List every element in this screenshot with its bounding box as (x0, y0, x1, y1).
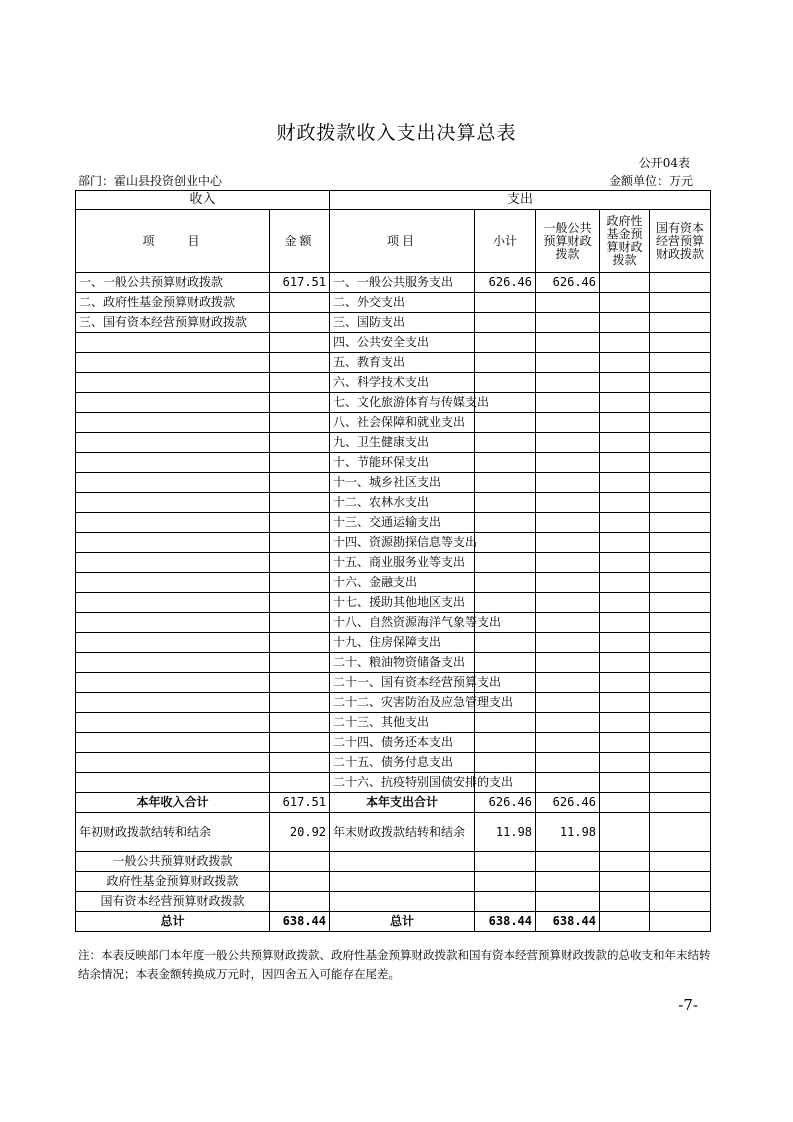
empty-cell (270, 852, 330, 872)
state-capital-value (650, 633, 711, 653)
grand-gov-fund (600, 912, 650, 932)
expense-item: 二十、粮油物资储备支出 (330, 653, 475, 673)
empty-cell (475, 852, 536, 872)
expense-item: 十、节能环保支出 (330, 453, 475, 473)
expense-header: 支出 (330, 191, 711, 210)
income-item: 二、政府性基金预算财政拨款 (76, 293, 270, 313)
year-income-label: 本年收入合计 (76, 793, 270, 813)
subtotal-value (475, 433, 536, 453)
subtotal-value (475, 333, 536, 353)
carry-sub-label: 一般公共预算财政拨款 (76, 852, 270, 872)
table-row (76, 533, 711, 553)
state-capital-value (650, 533, 711, 553)
expense-item: 十三、交通运输支出 (330, 513, 475, 533)
general-budget-value (536, 573, 600, 593)
income-item (76, 593, 270, 613)
income-item (76, 713, 270, 733)
table-row (76, 653, 711, 673)
gov-fund-value (600, 613, 650, 633)
header-row-1 (76, 191, 711, 210)
grand-state-capital (650, 912, 711, 932)
income-item (76, 513, 270, 533)
income-item-header: 项 目 (76, 210, 270, 273)
income-item (76, 433, 270, 453)
general-budget-value (536, 693, 600, 713)
page-title: 财政拨款收入支出决算总表 (276, 122, 517, 144)
general-budget-value (536, 493, 600, 513)
subtotal-value (475, 353, 536, 373)
expense-item: 八、社会保障和就业支出 (330, 413, 475, 433)
income-amount (270, 393, 330, 413)
general-budget-value (536, 473, 600, 493)
general-budget-value (536, 553, 600, 573)
empty-cell (536, 892, 600, 912)
gov-fund-value (600, 273, 650, 293)
subtotal-value (475, 753, 536, 773)
carry-subtotal: 11.98 (475, 813, 536, 852)
table-row (76, 273, 711, 293)
table-row (76, 493, 711, 513)
gov-fund-value (600, 653, 650, 673)
empty-cell (600, 852, 650, 872)
income-item (76, 473, 270, 493)
gov-fund-value (600, 413, 650, 433)
general-budget-value (536, 673, 600, 693)
subtotal-value (475, 473, 536, 493)
grand-expense-label: 总计 (330, 912, 475, 932)
income-amount (270, 773, 330, 793)
expense-item-header: 项目 (330, 210, 475, 273)
expense-item: 二、外交支出 (330, 293, 475, 313)
expense-item: 十九、住房保障支出 (330, 633, 475, 653)
income-amount (270, 333, 330, 353)
state-capital-value (650, 373, 711, 393)
grand-general: 638.44 (536, 912, 600, 932)
table-row (76, 413, 711, 433)
gov-fund-value (600, 333, 650, 353)
gov-fund-value (600, 473, 650, 493)
empty-cell (330, 872, 475, 892)
gov-fund-header: 政府性基金预算财政拨款 (600, 210, 650, 273)
subtotal-value (475, 553, 536, 573)
expense-item: 三、国防支出 (330, 313, 475, 333)
income-amount (270, 713, 330, 733)
year-total-row (76, 793, 711, 813)
subtotal-value (475, 313, 536, 333)
table-row (76, 473, 711, 493)
grand-subtotal: 638.44 (475, 912, 536, 932)
table-row (76, 513, 711, 533)
year-subtotal: 626.46 (475, 793, 536, 813)
general-budget-value (536, 453, 600, 473)
expense-item: 十五、商业服务业等支出 (330, 553, 475, 573)
carry-expense-label: 年末财政拨款结转和结余 (330, 813, 475, 852)
form-number: 公开04表 (638, 156, 690, 170)
state-capital-value (650, 293, 711, 313)
carry-gov-fund (600, 813, 650, 852)
gov-fund-value (600, 513, 650, 533)
income-amount (270, 293, 330, 313)
unit-label: 金额单位：万元 (608, 174, 693, 188)
carry-state-capital (650, 813, 711, 852)
gov-fund-value (600, 673, 650, 693)
income-amount (270, 573, 330, 593)
subtotal-value (475, 493, 536, 513)
table-row (76, 333, 711, 353)
gov-fund-value (600, 393, 650, 413)
general-budget-value (536, 713, 600, 733)
expense-item: 二十六、抗疫特别国债安排的支出 (330, 773, 475, 793)
table-row (76, 313, 711, 333)
income-amount (270, 373, 330, 393)
income-item (76, 693, 270, 713)
year-general: 626.46 (536, 793, 600, 813)
state-capital-value (650, 573, 711, 593)
carry-income-amount: 20.92 (270, 813, 330, 852)
state-capital-value (650, 773, 711, 793)
general-budget-value (536, 313, 600, 333)
subtotal-value: 626.46 (475, 273, 536, 293)
income-amount (270, 493, 330, 513)
expense-item: 十一、城乡社区支出 (330, 473, 475, 493)
subtotal-value (475, 413, 536, 433)
income-amount (270, 673, 330, 693)
table-row (76, 573, 711, 593)
gov-fund-value (600, 633, 650, 653)
carry-row (76, 813, 711, 852)
expense-item: 十八、自然资源海洋气象等支出 (330, 613, 475, 633)
general-budget-value (536, 773, 600, 793)
page-number: -7- (678, 996, 698, 1014)
gov-fund-value (600, 293, 650, 313)
general-budget-value (536, 393, 600, 413)
header-row-2 (76, 210, 711, 273)
general-budget-value: 626.46 (536, 273, 600, 293)
empty-cell (650, 892, 711, 912)
income-item (76, 393, 270, 413)
carry-sub-label: 国有资本经营预算财政拨款 (76, 892, 270, 912)
state-capital-value (650, 473, 711, 493)
income-amount (270, 413, 330, 433)
income-item (76, 753, 270, 773)
income-amount (270, 593, 330, 613)
carry-general: 11.98 (536, 813, 600, 852)
table-row (76, 733, 711, 753)
gov-fund-value (600, 713, 650, 733)
general-budget-value (536, 613, 600, 633)
general-budget-value (536, 653, 600, 673)
income-amount (270, 353, 330, 373)
subtotal-value (475, 453, 536, 473)
general-budget-value (536, 333, 600, 353)
expense-item: 十六、金融支出 (330, 573, 475, 593)
empty-cell (270, 872, 330, 892)
general-budget-value (536, 413, 600, 433)
expense-item: 一、一般公共服务支出 (330, 273, 475, 293)
income-item (76, 613, 270, 633)
expense-item: 四、公共安全支出 (330, 333, 475, 353)
general-budget-value (536, 293, 600, 313)
gov-fund-value (600, 533, 650, 553)
income-item (76, 773, 270, 793)
subtotal-value (475, 373, 536, 393)
gov-fund-value (600, 313, 650, 333)
income-amount (270, 633, 330, 653)
income-amount (270, 753, 330, 773)
table-row (76, 593, 711, 613)
income-item (76, 573, 270, 593)
empty-cell (600, 892, 650, 912)
income-item (76, 453, 270, 473)
income-item (76, 633, 270, 653)
carry-sub-row (76, 852, 711, 872)
table-row (76, 453, 711, 473)
subtotal-value (475, 573, 536, 593)
empty-cell (536, 852, 600, 872)
income-item (76, 333, 270, 353)
gov-fund-value (600, 353, 650, 373)
general-budget-value (536, 353, 600, 373)
income-amount (270, 653, 330, 673)
expense-item: 十二、农林水支出 (330, 493, 475, 513)
gov-fund-value (600, 693, 650, 713)
state-capital-header: 国有资本经营预算财政拨款 (650, 210, 711, 273)
state-capital-value (650, 513, 711, 533)
year-gov-fund (600, 793, 650, 813)
carry-sub-label: 政府性基金预算财政拨款 (76, 872, 270, 892)
state-capital-value (650, 713, 711, 733)
empty-cell (536, 872, 600, 892)
empty-cell (330, 892, 475, 912)
gov-fund-value (600, 753, 650, 773)
income-amount (270, 473, 330, 493)
income-item (76, 733, 270, 753)
year-income-amount: 617.51 (270, 793, 330, 813)
general-budget-value (536, 633, 600, 653)
carry-sub-row (76, 872, 711, 892)
general-budget-header: 一般公共预算财政拨款 (536, 210, 600, 273)
income-amount: 617.51 (270, 273, 330, 293)
gov-fund-value (600, 433, 650, 453)
expense-item: 二十四、债务还本支出 (330, 733, 475, 753)
gov-fund-value (600, 553, 650, 573)
expense-item: 五、教育支出 (330, 353, 475, 373)
table-row (76, 693, 711, 713)
income-item (76, 533, 270, 553)
grand-income-label: 总计 (76, 912, 270, 932)
income-amount-header: 金额 (270, 210, 330, 273)
state-capital-value (650, 313, 711, 333)
table-row (76, 553, 711, 573)
expense-item: 二十五、债务付息支出 (330, 753, 475, 773)
grand-total-row (76, 912, 711, 932)
table-row (76, 673, 711, 693)
gov-fund-value (600, 593, 650, 613)
state-capital-value (650, 413, 711, 433)
income-item (76, 673, 270, 693)
expense-item: 六、科学技术支出 (330, 373, 475, 393)
income-amount (270, 553, 330, 573)
gov-fund-value (600, 373, 650, 393)
state-capital-value (650, 613, 711, 633)
table-row (76, 713, 711, 733)
table-row (76, 633, 711, 653)
state-capital-value (650, 753, 711, 773)
gov-fund-value (600, 573, 650, 593)
state-capital-value (650, 393, 711, 413)
income-amount (270, 513, 330, 533)
subtotal-value (475, 733, 536, 753)
state-capital-value (650, 453, 711, 473)
income-amount (270, 613, 330, 633)
state-capital-value (650, 493, 711, 513)
empty-cell (330, 852, 475, 872)
year-state-capital (650, 793, 711, 813)
state-capital-value (650, 693, 711, 713)
subtotal-value (475, 293, 536, 313)
state-capital-value (650, 553, 711, 573)
expense-item: 十七、援助其他地区支出 (330, 593, 475, 613)
gov-fund-value (600, 733, 650, 753)
grand-income-amount: 638.44 (270, 912, 330, 932)
expense-item: 七、文化旅游体育与传媒支出 (330, 393, 475, 413)
expense-item: 十四、资源勘探信息等支出 (330, 533, 475, 553)
table-row (76, 613, 711, 633)
table-row (76, 293, 711, 313)
year-expense-label: 本年支出合计 (330, 793, 475, 813)
table-row (76, 393, 711, 413)
gov-fund-value (600, 773, 650, 793)
table-row (76, 373, 711, 393)
subtotal-header: 小计 (475, 210, 536, 273)
state-capital-value (650, 593, 711, 613)
subtotal-value (475, 633, 536, 653)
state-capital-value (650, 433, 711, 453)
subtotal-value (475, 533, 536, 553)
income-item: 一、一般公共预算财政拨款 (76, 273, 270, 293)
general-budget-value (536, 753, 600, 773)
general-budget-value (536, 533, 600, 553)
subtotal-value (475, 513, 536, 533)
income-item (76, 373, 270, 393)
empty-cell (475, 892, 536, 912)
general-budget-value (536, 373, 600, 393)
income-item: 三、国有资本经营预算财政拨款 (76, 313, 270, 333)
income-amount (270, 533, 330, 553)
empty-cell (650, 872, 711, 892)
income-header: 收入 (76, 191, 330, 210)
income-amount (270, 453, 330, 473)
income-amount (270, 733, 330, 753)
expense-item: 二十一、国有资本经营预算支出 (330, 673, 475, 693)
subtotal-value (475, 593, 536, 613)
income-amount (270, 433, 330, 453)
state-capital-value (650, 653, 711, 673)
state-capital-value (650, 273, 711, 293)
expense-item: 九、卫生健康支出 (330, 433, 475, 453)
income-item (76, 553, 270, 573)
state-capital-value (650, 333, 711, 353)
empty-cell (475, 872, 536, 892)
gov-fund-value (600, 453, 650, 473)
expense-item: 二十二、灾害防治及应急管理支出 (330, 693, 475, 713)
income-item (76, 493, 270, 513)
general-budget-value (536, 593, 600, 613)
income-amount (270, 693, 330, 713)
table-row (76, 753, 711, 773)
table-row (76, 353, 711, 373)
general-budget-value (536, 733, 600, 753)
table-row (76, 773, 711, 793)
carry-income-label: 年初财政拨款结转和结余 (76, 813, 270, 852)
subtotal-value (475, 653, 536, 673)
general-budget-value (536, 433, 600, 453)
state-capital-value (650, 733, 711, 753)
income-item (76, 653, 270, 673)
footnote: 注：本表反映部门本年度一般公共预算财政拨款、政府性基金预算财政拨款和国有资本经营预算财政拨款的总收支和年末结转结余情况；本表金额转换成万元时，因四舍五入可能存在尾差。 (78, 948, 711, 981)
budget-table (75, 190, 711, 932)
empty-cell (600, 872, 650, 892)
income-amount (270, 313, 330, 333)
gov-fund-value (600, 493, 650, 513)
carry-sub-row (76, 892, 711, 912)
income-item (76, 413, 270, 433)
table-row (76, 433, 711, 453)
state-capital-value (650, 353, 711, 373)
empty-cell (270, 892, 330, 912)
general-budget-value (536, 513, 600, 533)
state-capital-value (650, 673, 711, 693)
subtotal-value (475, 713, 536, 733)
income-item (76, 353, 270, 373)
expense-item: 二十三、其他支出 (330, 713, 475, 733)
department-label: 部门：霍山县投资创业中心 (78, 174, 223, 188)
empty-cell (650, 852, 711, 872)
